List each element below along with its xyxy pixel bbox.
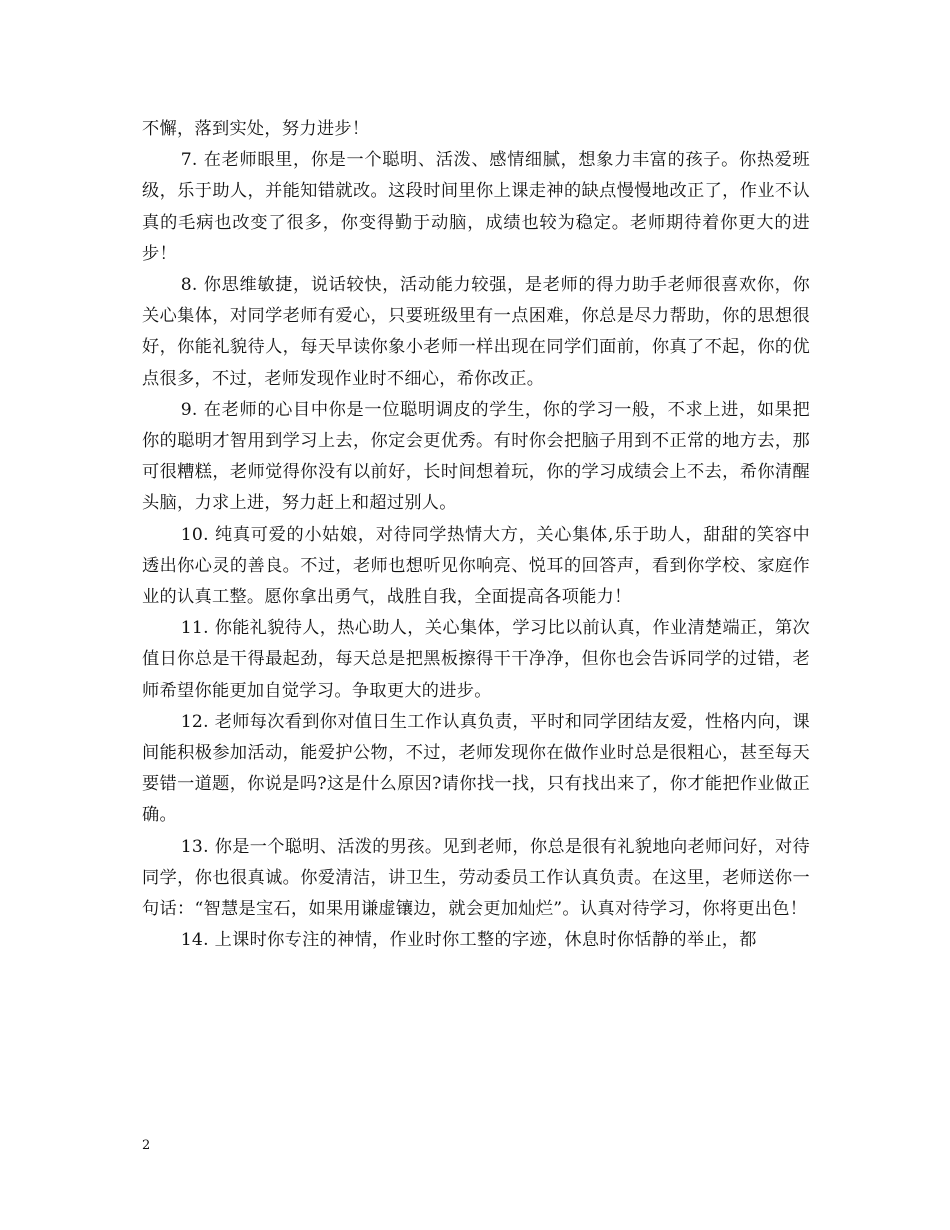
paragraph-comment-12: 12. 老师每次看到你对值日生工作认真负责，平时和同学团结友爱，性格内向，课间能积极参加活动，能爱护公物，不过，老师发现你在做作业时总是很粗心，甚至每天要错一道题，你说是吗?这是什么原因?请你找一找，只有找出来了，你才能把作业做正确。	[142, 711, 810, 826]
page-number: 2	[142, 1138, 151, 1153]
document-body	[142, 114, 810, 956]
paragraph-comment-7: 7. 在老师眼里，你是一个聪明、活泼、感情细腻，想象力丰富的孩子。你热爱班级，乐于助人，并能知错就改。这段时间里你上课走神的缺点慢慢地改正了，作业不认真的毛病也改变了很多，你变得勤于动脑，成绩也较为稳定。老师期待着你更大的进步！	[142, 150, 810, 264]
paragraph-comment-8: 8. 你思维敏捷，说话较快，活动能力较强，是老师的得力助手老师很喜欢你，你关心集体，对同学老师有爱心，只要班级里有一点困难，你总是尽力帮助，你的思想很好，你能礼貌待人，每天早读你象小老师一样出现在同学们面前，你真了不起，你的优点很多，不过，老师发现作业时不细心，希你改正。	[142, 275, 810, 389]
paragraph-comment-11: 11. 你能礼貌待人，热心助人，关心集体，学习比以前认真，作业清楚端正，第次值日你总是干得最起劲，每天总是把黑板擦得干干净净，但你也会告诉同学的过错，老师希望你能更加自觉学习。争取更大的进步。	[142, 618, 810, 701]
paragraph-comment-13: 13. 你是一个聪明、活泼的男孩。见到老师，你总是很有礼貌地向老师问好，对待同学，你也很真诚。你爱清洁，讲卫生，劳动委员工作认真负责。在这里，老师送你一句话：“智慧是宝石，如果用谦虚镶边，就会更加灿烂”。认真对待学习，你将更出色！	[142, 836, 810, 920]
paragraph-comment-9: 9. 在老师的心目中你是一位聪明调皮的学生，你的学习一般，不求上进，如果把你的聪明才智用到学习上去，你定会更优秀。有时你会把脑子用到不正常的地方去，那可很糟糕，老师觉得你没有以前好，长时间想着玩，你的学习成绩会上不去，希你清醒头脑，力求上进，努力赶上和超过别人。	[142, 399, 810, 514]
paragraph-continuation: 不懈，落到实处，努力进步！	[142, 119, 370, 139]
paragraph-comment-10: 10. 纯真可爱的小姑娘，对待同学热情大方，关心集体,乐于助人，甜甜的笑容中透出你心灵的善良。不过，老师也想听见你响亮、悦耳的回答声，看到你学校、家庭作业的认真工整。愿你拿出勇气，战胜自我，全面提高各项能力！	[142, 524, 810, 608]
paragraph-comment-14: 14. 上课时你专注的神情，作业时你工整的字迹，休息时你恬静的举止，都	[180, 930, 757, 951]
